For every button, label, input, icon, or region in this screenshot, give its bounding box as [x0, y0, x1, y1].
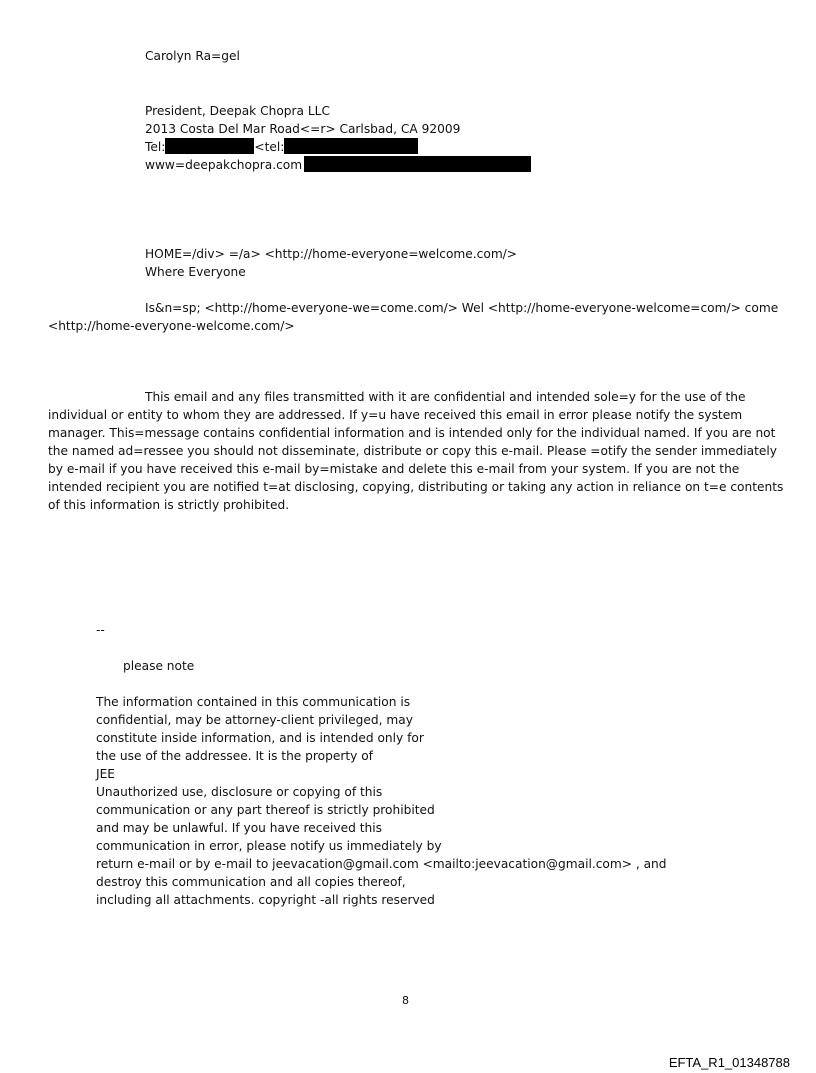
- footer-line: communication or any part thereof is strictly prohibited: [96, 803, 435, 817]
- tel-link-label: <tel:: [254, 140, 285, 154]
- redaction-bar: [165, 138, 254, 154]
- home-line-1: HOME=/div> =/a> <http://home-everyone=welcome.com/>: [145, 247, 518, 261]
- confidentiality-line: by e-mail if you have received this e-mail by=mistake and delete this e-mail from your system. If you are not the: [48, 462, 740, 476]
- sender-address: 2013 Costa Del Mar Road<=r> Carlsbad, CA 92009: [145, 122, 461, 136]
- separator: --: [96, 623, 105, 637]
- home-line-4: <http://home-everyone-welcome.com/>: [48, 319, 295, 333]
- footer-line: return e-mail or by e-mail to jeevacation@gmail.com <mailto:jeevacation@gmail.com> , and: [96, 857, 667, 871]
- footer-line: and may be unlawful. If you have received this: [96, 821, 382, 835]
- footer-line: constitute inside information, and is intended only for: [96, 731, 424, 745]
- confidentiality-line: individual or entity to whom they are addressed. If y=u have received this email in error please notify the system: [48, 408, 743, 422]
- sender-phone-line: [145, 138, 418, 156]
- sender-title: President, Deepak Chopra LLC: [145, 104, 330, 118]
- page-number: 8: [402, 994, 409, 1007]
- confidentiality-line: of this information is strictly prohibited.: [48, 498, 290, 512]
- tel-label: Tel:: [145, 140, 166, 154]
- footer-line: JEE: [96, 767, 115, 781]
- footer-line: the use of the addressee. It is the property of: [96, 749, 373, 763]
- footer-line: destroy this communication and all copies thereof,: [96, 875, 406, 889]
- confidentiality-line: This email and any files transmitted with it are confidential and intended sole=y for the use of the: [145, 390, 746, 404]
- document-id: EFTA_R1_01348788: [668, 1055, 790, 1070]
- confidentiality-line: the named ad=ressee you should not disseminate, distribute or copy this e-mail. Please =otify the sender immediately: [48, 444, 777, 458]
- footer-line: including all attachments. copyright -all rights reserved: [96, 893, 435, 907]
- footer-line: Unauthorized use, disclosure or copying of this: [96, 785, 383, 799]
- home-line-3: Is&n=sp; <http://home-everyone-we=come.com/> Wel <http://home-everyone-welcome=com/> come: [145, 301, 779, 315]
- website-text: www=deepakchopra.com: [145, 158, 303, 172]
- home-line-2: Where Everyone: [145, 265, 246, 279]
- confidentiality-line: manager. This=message contains confidential information and is intended only for the individual named. If you are not: [48, 426, 776, 440]
- footer-line: The information contained in this communication is: [96, 695, 411, 709]
- confidentiality-line: intended recipient you are notified t=at disclosing, copying, distributing or taking any action in reliance on t=e contents: [48, 480, 784, 494]
- footer-line: confidential, may be attorney-client privileged, may: [96, 713, 413, 727]
- footer-line: communication in error, please notify us immediately by: [96, 839, 442, 853]
- sender-website-line: [145, 156, 531, 174]
- redaction-bar: [304, 156, 531, 172]
- sender-name: Carolyn Ra=gel: [145, 49, 240, 63]
- please-note: please note: [123, 659, 195, 673]
- redaction-bar: [284, 138, 418, 154]
